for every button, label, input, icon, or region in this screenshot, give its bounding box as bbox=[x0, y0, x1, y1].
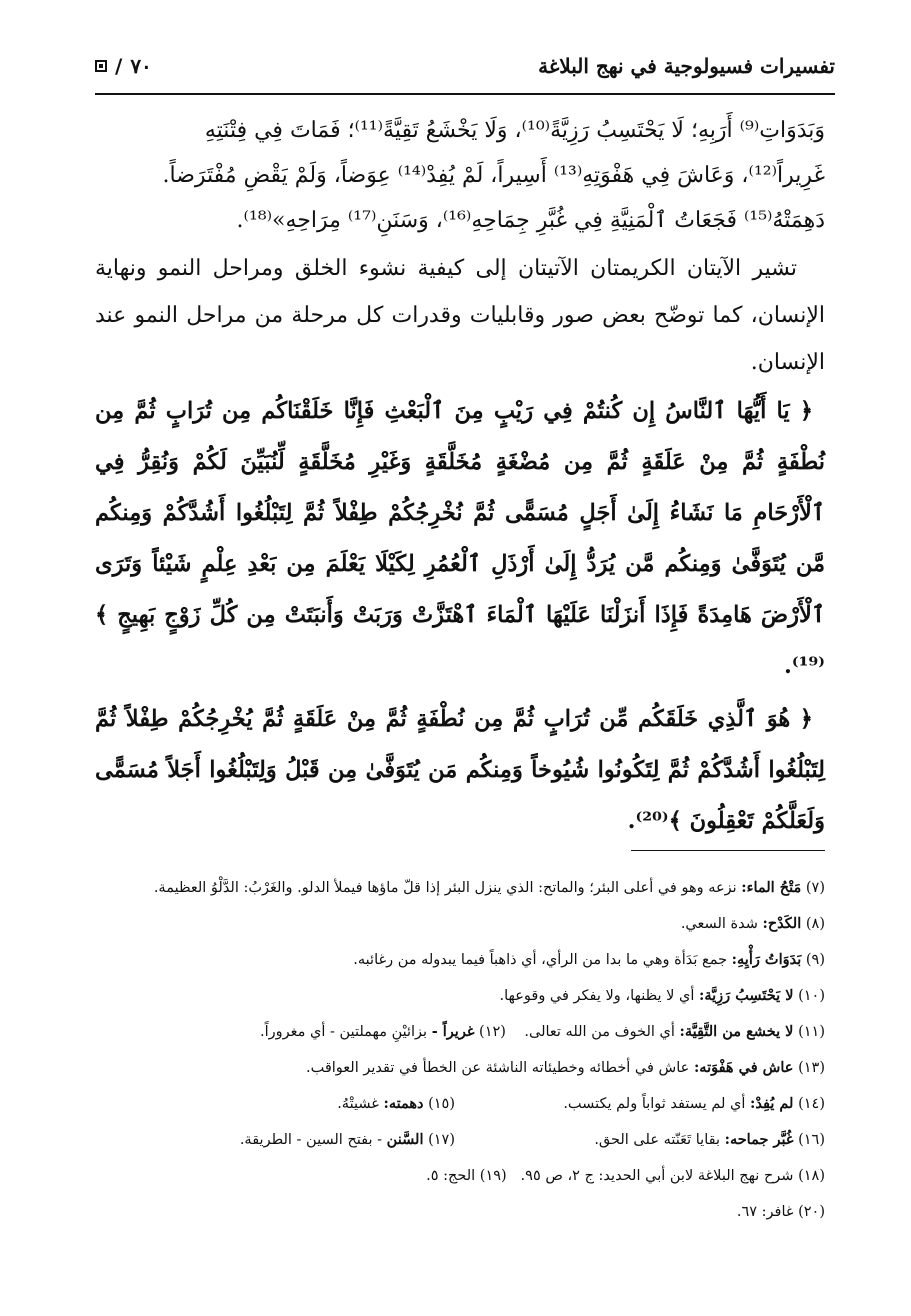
footnote: (١٨) شرح نهج البلاغة لابن أبي الحديد: ج ٢، ص ٩٥. (١٩) الحج: ٥. bbox=[426, 1168, 825, 1184]
ornament-square-icon bbox=[95, 60, 107, 72]
running-title: تفسيرات فسيولوجية في نهج البلاغة bbox=[538, 54, 835, 78]
footnote: (١٣) عاش في هَفْوَته: عاش في أخطائه وخطيئاته الناشئة عن الخطأ في تقدير العواقب. bbox=[305, 1059, 825, 1076]
footnote: (١٠) لا يَحْتَسِبُ رَزِيَّة: أي لا يظنها، ولا يفكر في وقوعها. bbox=[499, 987, 825, 1004]
footnote-pair bbox=[95, 1086, 825, 1122]
page-header bbox=[95, 46, 835, 86]
page-separator: / bbox=[115, 54, 123, 78]
footnote: (١٦) غُبَّر جماحه: بقايا تَعَنّته على الحق. bbox=[594, 1131, 825, 1148]
verse-line: وَبَدَوَاتِ⁽⁹⁾ أَرَبِهِ؛ لَا يَحْتَسِبُ رَزِيَّةً⁽¹⁰⁾، وَلَا يَخْشَعُ تَقِيَّةً⁽¹¹⁾؛ فَمَاتَ فِي فِتْنَتِهِ bbox=[204, 118, 825, 143]
quran-verse-al-hajj: ﴿ يَا أَيُّهَا ٱلنَّاسُ إِن كُنتُمْ فِي رَيْبٍ مِنَ ٱلْبَعْثِ فَإِنَّا خَلَقْنَاكُم مِن تُرَابٍ ثُمَّ مِن نُطْفَةٍ ثُمَّ مِنْ عَلَقَةٍ ثُمَّ مِن مُضْغَةٍ مُخَلَّقَةٍ وَغَيْرِ مُخَلَّقَةٍ لِّنُبَيِّنَ لَكُمْ وَنُقِرُّ فِي ٱلْأَرْحَامِ مَا نَشَاءُ إِلَىٰ أَجَلٍ مُسَمًّى ثُمَّ نُخْرِجُكُمْ طِفْلاً ثُمَّ لِتَبْلُغُوا أَشُدَّكُمْ وَمِنكُم مَّن يُتَوَفَّىٰ وَمِنكُم مَّن يُرَدُّ إِلَىٰ أَرْذَلِ ٱلْعُمُرِ لِكَيْلَا يَعْلَمَ مِن بَعْدِ عِلْمٍ شَيْئاً وَتَرَى ٱلْأَرْضَ هَامِدَةً فَإِذَا أَنزَلْنَا عَلَيْهَا ٱلْمَاءَ ٱهْتَزَّتْ وَرَبَتْ وَأَنبَتَتْ مِن كُلِّ زَوْجٍ بَهِيجٍ ﴾⁽¹⁹⁾. bbox=[95, 398, 825, 679]
page-number-group bbox=[95, 54, 152, 78]
footnote: (٩) بَدَوَاتُ رَأْيِهِ: جمع بَدَأة وهي ما بدا من الرأي، أي ذاهباً فيما يبدوله من رغائبه. bbox=[353, 951, 825, 968]
footnotes bbox=[95, 870, 825, 1230]
footnote: (١٤) لم يُفِدْ: أي لم يستفد ثواباً ولم يكتسب. bbox=[563, 1095, 825, 1112]
footnote: (١١) لا يخشع من التَّقِيَّة: أي الخوف من الله تعالى. (١٢) غريراً - بزائيْنِ مهملتين - أي مغروراً. bbox=[260, 1023, 825, 1040]
header-rule bbox=[95, 93, 835, 95]
footnote-rule bbox=[631, 850, 825, 851]
footnote: (٨) الكَدْح: شدة السعي. bbox=[680, 915, 825, 932]
quran-verse-ghafir: ﴿ هُوَ ٱلَّذِي خَلَقَكُم مِّن تُرَابٍ ثُمَّ مِن نُطْفَةٍ ثُمَّ مِنْ عَلَقَةٍ ثُمَّ يُخْرِجُكُمْ طِفْلاً ثُمَّ لِتَبْلُغُوا أَشُدَّكُمْ ثُمَّ لِتَكُونُوا شُيُوخاً وَمِنكُم مَن يُتَوَفَّىٰ مِن قَبْلُ وَلِتَبْلُغُوا أَجَلاً مُسَمًّى وَلَعَلَّكُمْ تَعْقِلُونَ ﴾⁽²⁰⁾. bbox=[95, 706, 825, 834]
verse-line: غَرِيراً⁽¹²⁾، وَعَاشَ فِي هَفْوَتِهِ⁽¹³⁾ أَسِيراً، لَمْ يُفِدْ⁽¹⁴⁾ عِوَضاً، وَلَمْ يَقْضِ مُفْتَرَضاً. bbox=[162, 163, 825, 188]
prose-paragraph: تشير الآيتان الكريمتان الآتيتان إلى كيفية نشوء الخلق ومراحل النمو ونهاية الإنسان، كما توضّح بعض صور وقابليات وقدرات كل مرحلة من مراحل النمو عند الإنسان. bbox=[95, 256, 825, 375]
footnote: (٧) مَتْحُ الماء: نزعه وهو في أعلى البئر؛ والماتح: الذي ينزل البئر إذا قلّ ماؤها فيملأ الدلو. والغَرْبُ: الدَّلْوُ العظيمة. bbox=[153, 879, 825, 896]
page-number: ٧٠ bbox=[130, 54, 152, 78]
verse-line: دَهِمَتْهُ⁽¹⁵⁾ فَجَعَاتُ ٱلْمَنِيَّةِ فِي غُبَّرِ جِمَاحِهِ⁽¹⁶⁾، وَسَنَنِ⁽¹⁷⁾ مِرَاحِهِ»⁽¹⁸⁾. bbox=[236, 208, 825, 233]
footnote: (٢٠) غافر: ٦٧. bbox=[736, 1204, 825, 1220]
footnote-pair bbox=[95, 1122, 825, 1158]
main-text bbox=[95, 108, 825, 847]
footnote: (١٧) السَّنن - بفتح السين - الطريقة. bbox=[239, 1131, 455, 1148]
footnote: (١٥) دهمته: غشيتْهُ. bbox=[337, 1095, 455, 1112]
